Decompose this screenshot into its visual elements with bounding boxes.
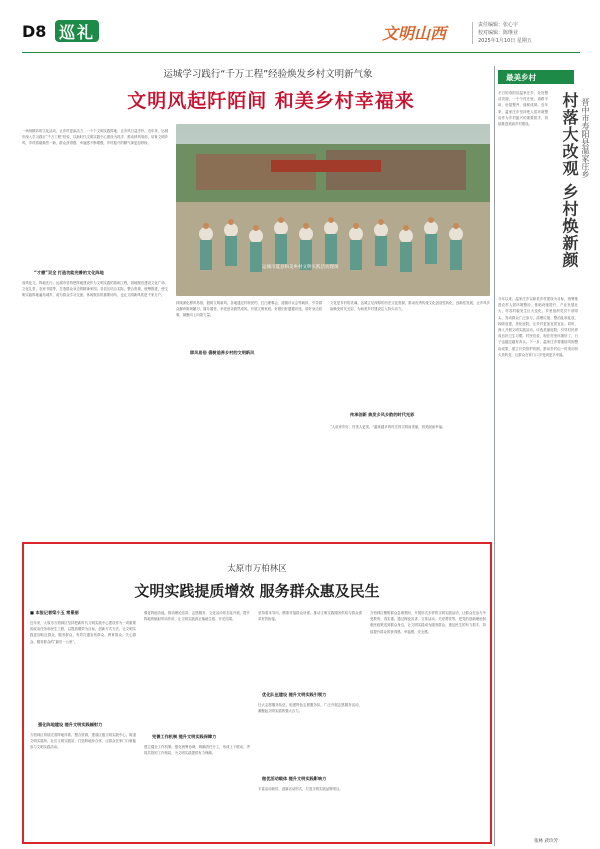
lead-column-3b: “人说家乡好，村美人更美。”越来越多的村庄因文明而美丽，因美丽而幸福。 [330,425,446,429]
sidebar-divider [494,66,495,846]
page-header [22,16,580,50]
feature-headline: 文明实践提质增效 服务群众惠及民生 [134,582,380,600]
sidebar-title-1: 晋中市寿阳县温家庄乡 [581,98,590,178]
feature-column-3c: 丰富活动载体，创新活动形式，打造文明实践品牌项目。 [258,787,343,791]
feature-subhead-3: 优化队伍建设 提升文明实践引领力 [262,692,327,697]
feature-column-2: 强化阵地功能，推动理论宣讲、志愿服务、文化活动常态化开展，提升阵地的辐射带动作用，让文明实践真正落地生根、开花结果。 [144,611,250,622]
sidebar-title-2: 村落大改观 乡村焕新颜 [560,92,579,269]
date-line: 2025年1月10日 星期五 [478,38,532,44]
proofread-line: 校对编辑：陈继业 [478,30,519,36]
feature-column-2b: 建立健全工作机制，强化统筹协调，明确责任分工，形成上下联动、齐抓共管的工作格局，为文明实践提供有力保障。 [144,745,250,756]
sidebar-byline: 张林 武玲芳 [534,839,558,844]
feature-column-3b: 壮大志愿服务队伍，组建特色志愿服务队，广泛开展志愿服务活动，凝聚起文明实践的强大合力。 [258,703,362,714]
feature-byline: ■ 本报记者梁小玉 常景丽 [30,610,79,615]
lead-photo-caption: 运城市夏县和美乡村文明实践活动现场 [262,265,339,270]
page-number: D8 [22,22,47,41]
feature-column-1b: 万柏林区持续完善阵地体系，整合资源，建成区级文明实践中心、街道文明实践所、社区文明实践站，打造阵地综合体，让群众在家门口就能参与文明实践活动。 [30,733,136,750]
lead-subhead-3: 传承创新 焕发乡风乡韵的时代光彩 [350,412,415,417]
feature-column-4: 万柏林区聚焦群众急难愁盼，开展形式多样的文明实践活动，让群众在参与中受教育、得实惠。通过理论宣讲、文体活动、关爱帮扶等，把党的创新理论和惠民政策送到群众身边，让文明实践成为服务群众、惠及民生的有力抓手，持续提升群众的获得感、幸福感、安全感。 [370,611,486,634]
lead-kicker: 运城学习践行“千万工程”经验焕发乡村文明新气象 [163,69,373,80]
lead-column-1b: 成风化文，阵地先行。运城市坚持把阵地建设作为文明实践的基础工程，因地制宜建设文化广场、文化礼堂、农家书屋等，打造群众身边的精神家园。各县区结合实际，整合资源，统筹推进，使文明实践阵地遍布城乡，成为群众学习交流、休闲娱乐的重要场所，也让文明新风吹进千家万户。 [22,281,168,298]
feature-column-3: 坚持需求导向，精准对接群众所需，推动文明实践服务供给与群众需求有效衔接。 [258,611,362,622]
lead-column-1: 一场场精彩的文化活动，让乡村更添活力；一个个文明实践阵地，让乡风日益淳朴。近年来，运城市深入学习践行“千万工程”经验，以新时代文明实践中心建设为抓手，推动移风易俗、培育文明乡风，乡村面貌焕然一新，群众获得感、幸福感不断增强，乡村振兴的精气神更加昂扬。 [22,129,168,146]
feature-subhead-1: 强化阵地建设 提升文明实践辐射力 [38,722,103,727]
masthead-logo: 文明山西 [382,24,447,43]
feature-kicker: 太原市万柏林区 [227,564,287,574]
lead-subhead-2: 移风易俗 倡树追养乡村的文明新风 [190,350,255,355]
editor-line: 责任编辑：张心宇 [478,22,519,28]
lead-column-2: 持续深化移风易俗，倡树文明新风。各地通过村规民约、红白理事会、道德评议会等载体，引导群众摒弃陈规陋习，简办婚丧、孝老爱亲蔚然成风。开展文明家庭、好媳妇好婆婆评选，讲好身边故事，凝聚向上向善力量。 [176,301,322,318]
lead-column-3: 文化是乡村的灵魂。运城立足深厚的历史文化资源，推动优秀传统文化创造性转化、创新性发展，让乡风乡韵焕发时代光彩，为和美乡村建设注入持久动力。 [330,301,490,312]
sidebar-text-1: 冬日的寿阳县温家庄乡，处处整洁亮丽，一个个村庄里，道路平坦，房屋整齐，绿树成荫。近年来，温家庄乡坚持把人居环境整治作为乡村振兴的重要抓手，持续推进美丽乡村建设。 [498,91,548,127]
sidebar-tag: 最美乡村 [506,73,536,82]
feature-subhead-4: 做优活动载体 提升文明实践影响力 [262,776,327,781]
lead-subhead-1: “才德”双全 打造功能完善的文化阵地 [34,270,104,275]
sidebar-text-2: 今年以来，温家庄乡以和美乡村建设为目标，统筹推进农村人居环境整治、基础设施提升、产业发展壮大，村容村貌发生巨大变化。乡里组织党员干部带头，发动群众广泛参与，清理垃圾、整治乱堆乱放，拆除违建，美化庭院，让乡村更加宜居宜业。同时，深入开展文明实践活动，评选美丽庭院，引导村民养成良好卫生习惯。村民们说，现在村里环境好了，日子也越过越有奔头。下一步，温家庄乡将继续巩固整治成果，建立长效管护机制，推动乡村由一时美向持久美转变，让群众在家门口享受到更多幸福。 [498,297,578,357]
header-rule [22,52,580,53]
lead-photo-art [176,124,490,296]
feature-subhead-2: 完善工作机制 提升文明实践保障力 [152,734,217,739]
lead-photo [176,124,490,296]
feature-column-1: 近年来，太原市万柏林区坚持把新时代文明实践中心建设作为一项重要的政治任务和民生工程，以提质增效为目标，创新方式方法，让文明实践更加贴近群众、服务群众，有效打通宣传群众、教育群众、关心群众、服务群众的“最后一公里”。 [30,621,136,644]
masthead-divider [472,22,473,44]
section-title: 巡礼 [59,23,96,42]
lead-headline: 文明风起阡陌间 和美乡村幸福来 [127,90,415,112]
